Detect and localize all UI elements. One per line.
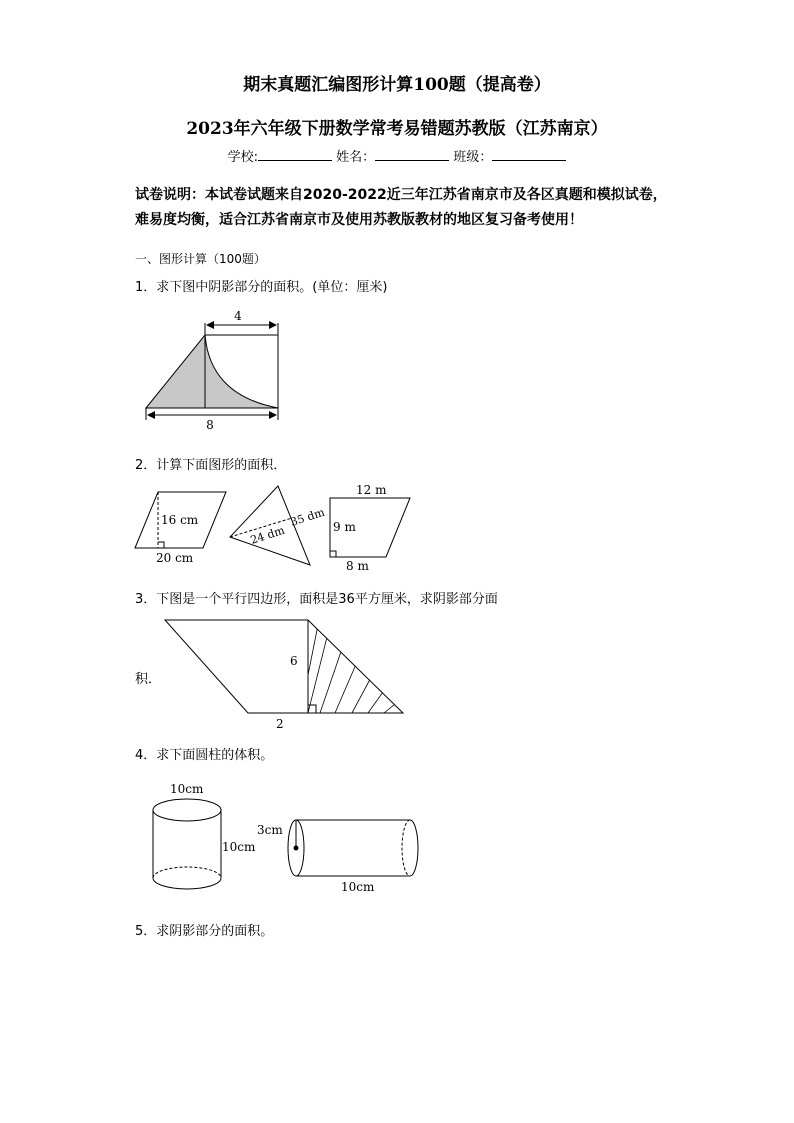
q4-c2-length: 10cm bbox=[341, 880, 375, 894]
section-heading: 一、图形计算（100题） bbox=[135, 252, 266, 266]
q1-top-label: 4 bbox=[234, 309, 242, 323]
q4-c1-height: 10cm bbox=[222, 840, 256, 854]
question-3-text: 3．下图是一个平行四边形，面积是36平方厘米，求阴影部分面 bbox=[135, 592, 498, 607]
question-1-figure bbox=[130, 305, 300, 435]
page-title: 期末真题汇编图形计算100题（提高卷） bbox=[243, 75, 551, 95]
q2-para-height: 16 cm bbox=[161, 513, 199, 527]
q2-trap-bottom: 8 m bbox=[346, 559, 369, 573]
q2-tri-side: 35 dm bbox=[288, 505, 327, 529]
page-subtitle: 2023年六年级下册数学常考易错题苏教版（江苏南京） bbox=[186, 119, 608, 139]
student-info-row bbox=[0, 146, 794, 165]
question-2-figures bbox=[130, 480, 420, 575]
class-label: 班级： bbox=[453, 150, 493, 165]
q4-c1-diameter: 10cm bbox=[170, 782, 204, 796]
name-label: 姓名： bbox=[336, 150, 376, 165]
q4-c2-radius: 3cm bbox=[257, 823, 283, 837]
q2-para-base: 20 cm bbox=[156, 551, 194, 565]
q2-tri-height: 24 dm bbox=[248, 523, 287, 547]
question-4-text: 4．求下面圆柱的体积。 bbox=[135, 748, 274, 763]
question-3-text-cont: 积． bbox=[135, 672, 162, 687]
exam-description: 试卷说明：本试卷试题来自2020-2022近三年江苏省南京市及各区真题和模拟试卷，难易度均衡，适合江苏省南京市及使用苏教版教材的地区复习备考使用！ bbox=[135, 187, 667, 228]
q2-trap-height: 9 m bbox=[333, 520, 356, 534]
q2-trap-top: 12 m bbox=[356, 483, 387, 497]
q3-base-label: 2 bbox=[276, 717, 284, 731]
school-label: 学校: bbox=[227, 150, 259, 165]
question-1-text: 1．求下图中阴影部分的面积。(单位：厘米) bbox=[135, 280, 388, 295]
question-3-figure bbox=[160, 615, 410, 735]
question-4-figures bbox=[140, 778, 430, 898]
q1-bottom-label: 8 bbox=[206, 418, 214, 432]
name-blank bbox=[375, 148, 449, 161]
school-blank bbox=[258, 148, 332, 161]
class-blank bbox=[492, 148, 566, 161]
q3-height-label: 6 bbox=[290, 654, 298, 668]
question-5-text: 5．求阴影部分的面积。 bbox=[135, 924, 274, 939]
question-2-text: 2．计算下面图形的面积． bbox=[135, 458, 287, 473]
